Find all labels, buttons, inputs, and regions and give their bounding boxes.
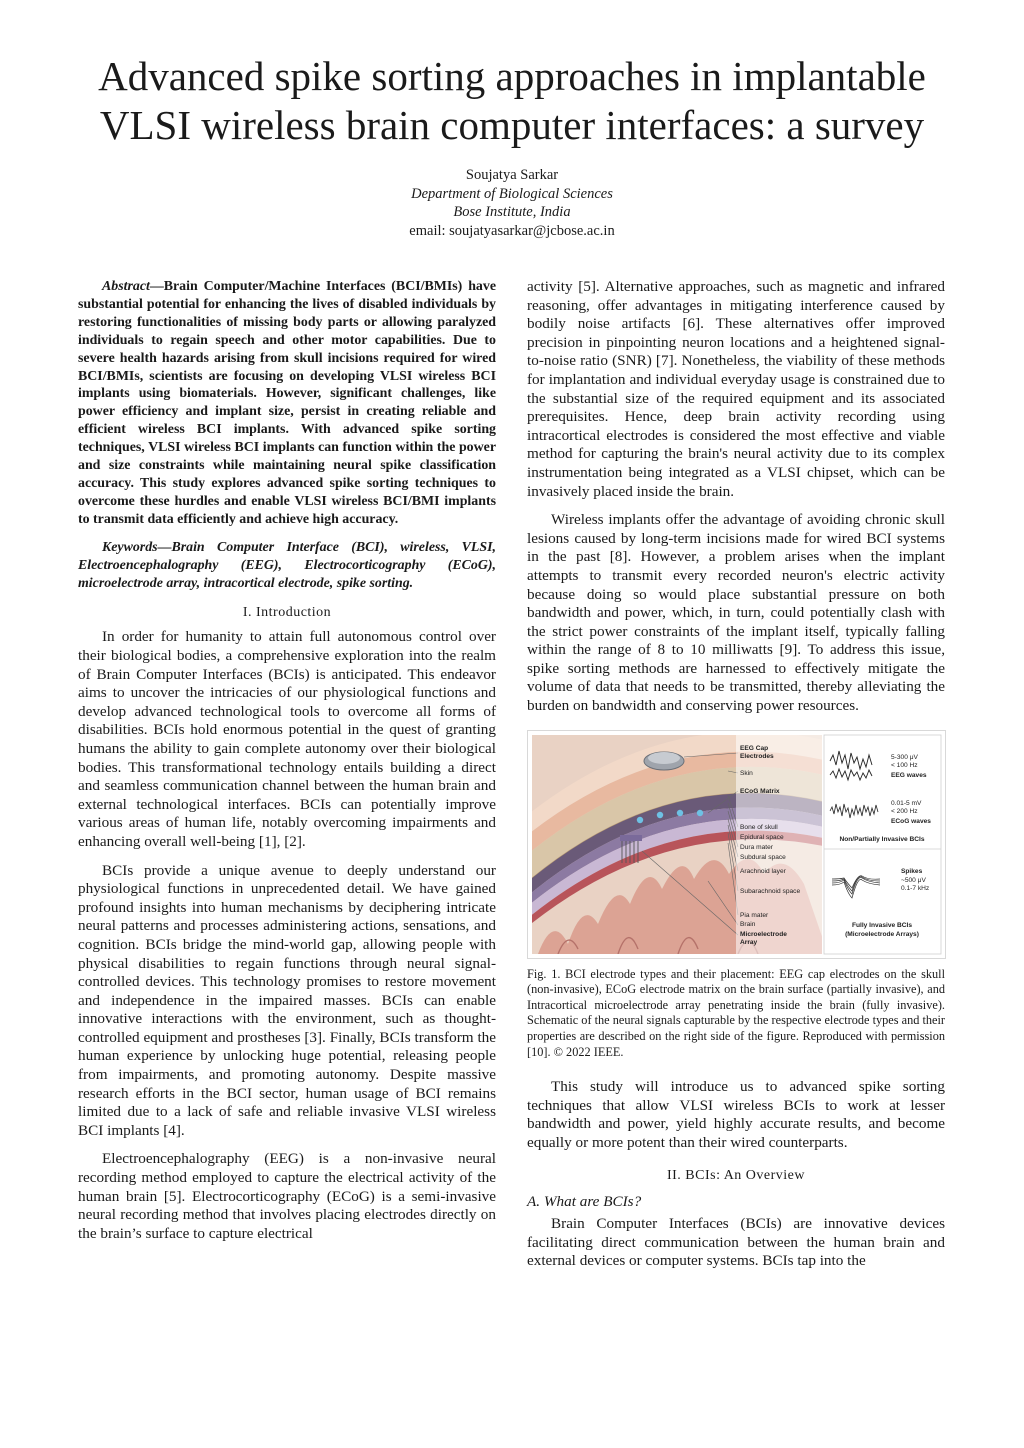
fig-label-microelectrode: Microelectrode xyxy=(740,930,787,938)
section-heading-introduction: I. Introduction xyxy=(242,605,332,621)
fig-spike-amplitude: ~500 μV xyxy=(901,876,926,884)
figure-1-caption: Fig. 1. BCI electrode types and their placement: EEG cap electrodes on the skull (non-invasive), ECoG electrode matrix on the brain surface (partially invasive), and Intracortical microelectrode array penetrating inside the brain (fully invasive). Schematic of the neural signals capturable by the respective electrode types and their properties are described on the right side of the figure. Reproduced with permission [10]. © 2022 IEEE. xyxy=(527,966,945,1059)
fig-label-dura: Dura mater xyxy=(740,843,773,851)
author-department: Department of Biological Sciences xyxy=(411,185,613,202)
fig-fully-invasive-label: Fully Invasive BCIs xyxy=(851,921,913,929)
title-line-1: Advanced spike sorting approaches in implantable xyxy=(98,53,926,99)
left-column xyxy=(78,278,496,1243)
fig-label-ecog-matrix: ECoG Matrix xyxy=(740,787,780,795)
author-name: Soujatya Sarkar xyxy=(465,167,559,183)
fig-label-subarachnoid: Subarachnoid space xyxy=(740,887,801,895)
fig-label-eeg-cap: EEG Cap xyxy=(740,744,769,752)
fig-label-skin: Skin xyxy=(740,769,753,777)
fig-spike-frequency: 0.1-7 kHz xyxy=(901,884,930,892)
fig-ecog-waves: ECoG waves xyxy=(891,817,931,825)
fig-label-bone: Bone of skull xyxy=(740,823,778,831)
intro-paragraph-3: Electroencephalography (EEG) is a non-invasive neural recording method employed to capture the electrical activity of the human brain [5]. Electrocorticography (ECoG) is a semi-invasive neural recording method that involves placing electrodes directly on the brain’s surface to capture electrical xyxy=(78,1150,496,1242)
figure-1 xyxy=(527,730,946,959)
fig-label-epidural: Epidural space xyxy=(740,833,784,841)
figure-1-illustration xyxy=(528,731,945,958)
fig-ecog-amplitude: 0.01-5 mV xyxy=(891,799,922,807)
fig-label-pia: Pia mater xyxy=(740,911,769,919)
section-heading-overview: II. BCIs: An Overview xyxy=(666,1167,806,1183)
subsection-heading-what-are-bcis: A. What are BCIs? xyxy=(527,1192,642,1210)
fig-spikes: Spikes xyxy=(901,867,923,875)
title-line-2: VLSI wireless brain computer interfaces: a survey xyxy=(99,102,925,148)
paper-title xyxy=(40,52,984,150)
abstract xyxy=(78,278,496,529)
fig-non-invasive-label: Non/Partially Invasive BCIs xyxy=(839,835,925,843)
fig-label-arachnoid: Arachnoid layer xyxy=(740,867,786,875)
right-column xyxy=(527,278,945,1271)
fig-eeg-frequency: < 100 Hz xyxy=(891,761,918,769)
intro-paragraph-5: This study will introduce us to advanced spike sorting techniques that allow VLSI wireless BCIs to work at lesser bandwidth and power, yield highly accurate results, and become equally or more potent than their wired counterparts. xyxy=(527,1078,945,1151)
fig-label-eeg-electrodes: Electrodes xyxy=(740,752,774,760)
author-email: email: soujatyasarkar@jcbose.ac.in xyxy=(409,222,615,239)
fig-ecog-frequency: < 200 Hz xyxy=(891,807,918,815)
author-institute: Bose Institute, India xyxy=(453,204,571,220)
fig-label-array: Array xyxy=(740,938,758,946)
fig-label-subdural: Subdural space xyxy=(740,853,786,861)
intro-paragraph-3-continued: activity [5]. Alternative approaches, such as magnetic and infrared reasoning, offer advantages in mitigating interference caused by bodily noise artifacts [6]. These alternatives offer improved precision in pinpointing neuron locations and a heightened signal-to-noise ratio (SNR) [7]. Nonetheless, the viability of these methods for implantation and individual everyday usage is constrained due to the substantial size of the required equipment and its associated prerequisites. Hence, deep brain activity recording using intracortical electrodes is considered the most effective and viable method for capturing the brain's neural activity due to its complex instrumentation being integrated as a VLSI chipset, which can be invasively placed inside the brain. xyxy=(527,278,945,500)
intro-paragraph-2: BCIs provide a unique avenue to deeply understand our physiological functions in unprecedented detail. We have gained profound insights into human mechanisms by deciphering intricate neural patterns and processes administering actions, sensations, and cognition. BCIs bridge the mind-world gap, allowing people with physical disabilities to regain functions through neural signal-controlled devices. This technology promises to restore movement and independence in the impaired masses. BCIs can enable innovative interactions with the environment, such as thought-controlled equipment and prostheses [3]. Finally, BCIs transform the human experience by unlocking huge potential, releasing people from impairments, and promoting autonomy. Despite massive research efforts in the BCI sector, human usage of BCI remains limited due to a lack of safe and reliable invasive VLSI wireless BCI implants [4]. xyxy=(78,861,496,1139)
fig-label-brain: Brain xyxy=(740,920,756,928)
fig-eeg-waves: EEG waves xyxy=(891,771,927,779)
fig-eeg-amplitude: 5-300 μV xyxy=(891,753,918,761)
fig-mea-label: (Microelectrode Arrays) xyxy=(845,930,919,938)
intro-paragraph-1: In order for humanity to attain full autonomous control over their biological bodies, a comprehensive exploration into the realm of Brain Computer Interfaces (BCIs) is anticipated. This endeavor aims to uncover the intricacies of our physiological functions and develop advanced technological tools to overcome all forms of disabilities. BCIs hold enormous potential in the quest of granting humans the ability to gain complete autonomy over their biological bodies. This transformational technology entails building a direct and seamless communication channel between the human brain and external technological interfaces. BCIs can potentially improve various areas of human life, notably overcoming impairments and enhancing overall well-being [1], [2]. xyxy=(78,628,496,850)
overview-paragraph-1: Brain Computer Interfaces (BCIs) are innovative devices facilitating direct communication between the human brain and external devices or computer systems. BCIs tap into the xyxy=(527,1215,945,1270)
intro-paragraph-4: Wireless implants offer the advantage of avoiding chronic skull lesions caused by long-term incisions made for wired BCI systems in the past [8]. However, a problem arises when the implant attempts to transmit every recorded neuron's electric activity because doing so would place substantial pressure on both bandwidth and power, which, in turn, could potentially clash with the strict power constraints of the implant itself, typically falling within the range of 8 to 10 milliwatts [9]. To address this issue, spike sorting methods are harnessed to effectively mitigate the volume of data that needs to be transmitted, thereby alleviating the burden on bandwidth and conserving power resources. xyxy=(527,511,945,715)
abstract-text: —Brain Computer/Machine Interfaces (BCI/BMIs) have substantial potential for enhancing the lives of disabled individuals by restoring functionalities of missing body parts or allowing paralyzed individuals to regain speech and other motor capabilities. Due to severe health hazards arising from skull incisions required for wired BCI/BMIs, scientists are focusing on developing VLSI wireless BCI implants using biomaterials. However, significant challenges, like power efficiency and implant size, persist in creating reliable and efficient wireless BCI implants. With advanced spike sorting techniques, VLSI wireless BCI implants can function within the power and size constraints while maintaining neural spike classification accuracy. This study explores advanced spike sorting techniques to overcome these hurdles and enable VLSI wireless BCI/BMI implants to transmit data efficiently and achieve high accuracy. xyxy=(78,279,496,527)
author-block xyxy=(0,166,1024,240)
keywords: Keywords—Brain Computer Interface (BCI), wireless, VLSI, Electroencephalography (EEG), Electrocorticography (ECoG), microelectrode array, intracortical electrode, spike sorting. xyxy=(78,539,496,591)
abstract-lead: Abstract xyxy=(102,279,150,294)
